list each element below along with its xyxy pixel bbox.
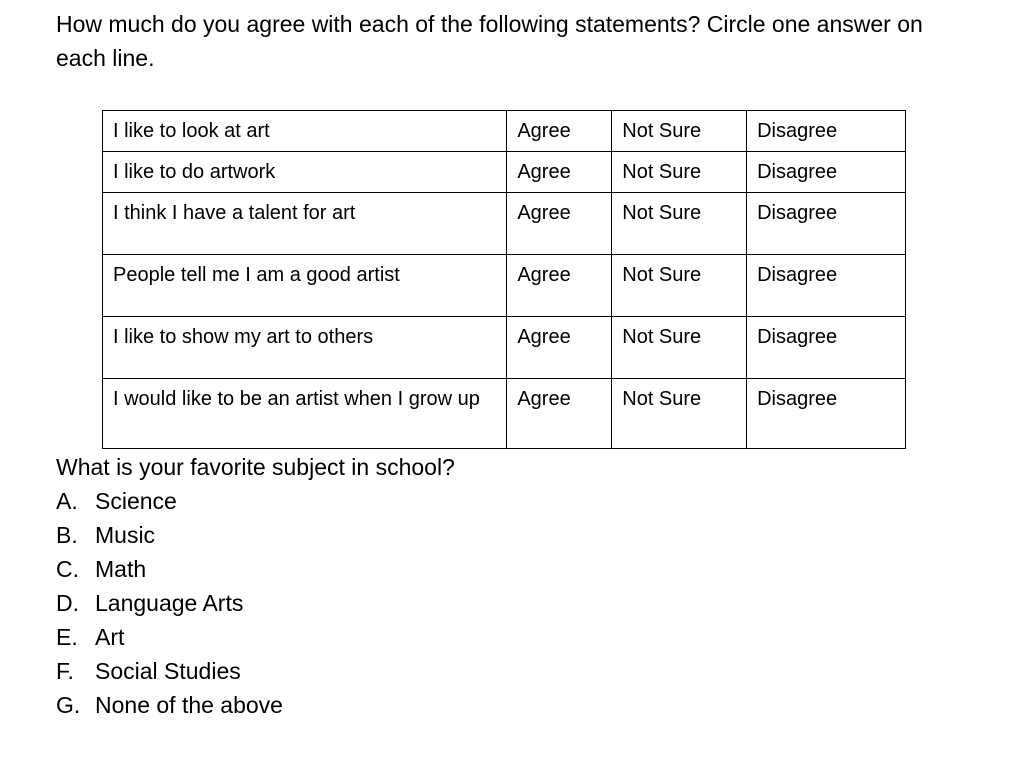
statement-cell: I think I have a talent for art (103, 193, 507, 255)
disagree-option[interactable]: Disagree (747, 111, 906, 152)
option-label: Art (95, 624, 125, 650)
list-item[interactable] (56, 518, 283, 552)
table-row (103, 193, 906, 255)
table-row (103, 111, 906, 152)
option-label: Science (95, 488, 177, 514)
disagree-option[interactable]: Disagree (747, 379, 906, 449)
not-sure-option[interactable]: Not Sure (612, 255, 747, 317)
disagree-option[interactable]: Disagree (747, 317, 906, 379)
option-label: Math (95, 556, 147, 582)
list-item[interactable] (56, 586, 283, 620)
statement-cell: I like to show my art to others (103, 317, 507, 379)
disagree-option[interactable]: Disagree (747, 255, 906, 317)
table-row (103, 152, 906, 193)
list-item[interactable] (56, 654, 283, 688)
table-row (103, 317, 906, 379)
instructions-text: How much do you agree with each of the following statements? Circle one answer on each line. (56, 11, 923, 71)
option-label: Music (95, 522, 156, 548)
list-item[interactable] (56, 688, 283, 722)
option-letter: F. (56, 658, 74, 684)
option-label: Language Arts (95, 590, 244, 616)
option-label: None of the above (95, 692, 283, 718)
agree-option[interactable]: Agree (507, 193, 612, 255)
subject-options-list (56, 484, 283, 722)
statement-cell: I like to do artwork (103, 152, 507, 193)
option-letter: E. (56, 624, 78, 650)
disagree-option[interactable]: Disagree (747, 152, 906, 193)
agree-option[interactable]: Agree (507, 379, 612, 449)
not-sure-option[interactable]: Not Sure (612, 152, 747, 193)
option-letter: D. (56, 590, 79, 616)
agree-option[interactable]: Agree (507, 111, 612, 152)
not-sure-option[interactable]: Not Sure (612, 111, 747, 152)
not-sure-option[interactable]: Not Sure (612, 317, 747, 379)
option-label: Social Studies (95, 658, 241, 684)
statement-cell: I would like to be an artist when I grow up (103, 379, 507, 449)
table-row (103, 379, 906, 449)
statement-cell: People tell me I am a good artist (103, 255, 507, 317)
option-letter: A. (56, 488, 78, 514)
option-letter: C. (56, 556, 79, 582)
agreement-table (102, 110, 906, 449)
agree-option[interactable]: Agree (507, 255, 612, 317)
agree-option[interactable]: Agree (507, 317, 612, 379)
option-letter: G. (56, 692, 81, 718)
not-sure-option[interactable]: Not Sure (612, 193, 747, 255)
favorite-subject-question: What is your favorite subject in school? (56, 454, 455, 480)
list-item[interactable] (56, 484, 283, 518)
statement-cell: I like to look at art (103, 111, 507, 152)
option-letter: B. (56, 522, 78, 548)
agree-option[interactable]: Agree (507, 152, 612, 193)
disagree-option[interactable]: Disagree (747, 193, 906, 255)
list-item[interactable] (56, 552, 283, 586)
table-row (103, 255, 906, 317)
list-item[interactable] (56, 620, 283, 654)
not-sure-option[interactable]: Not Sure (612, 379, 747, 449)
